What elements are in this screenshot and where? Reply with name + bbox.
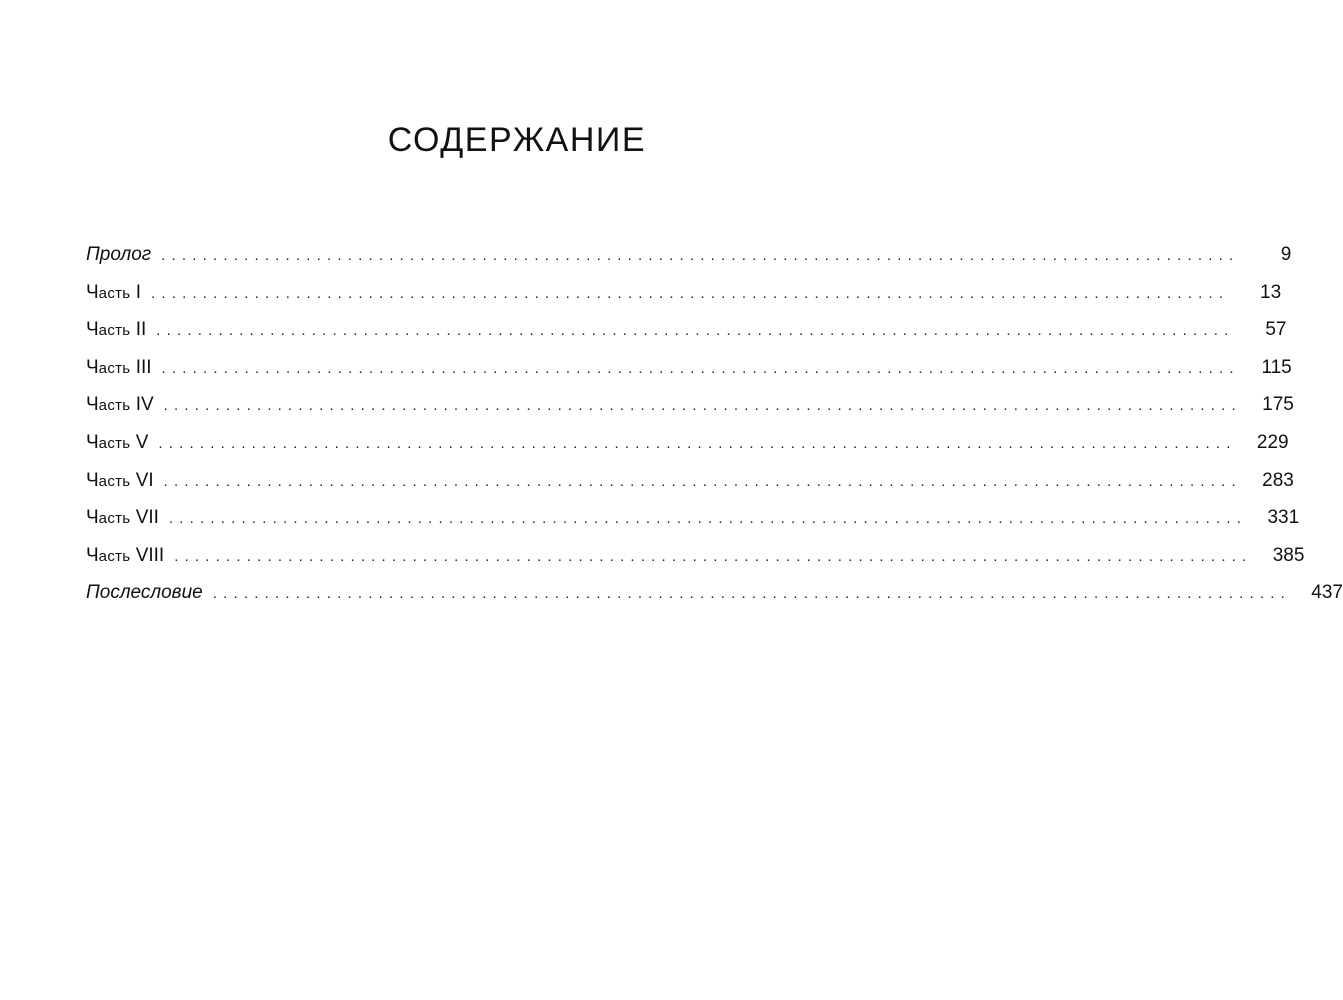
toc-entry-page: 331	[1267, 507, 1300, 529]
toc-entry-page: 175	[1262, 394, 1294, 416]
toc-entry-label	[86, 499, 169, 538]
toc-entry-page: 229	[1256, 431, 1289, 453]
toc-entry-page: 115	[1261, 356, 1292, 378]
label-numeral: VI	[135, 469, 154, 491]
toc-entry-part-5[interactable]	[86, 424, 1289, 462]
label-numeral: I	[135, 281, 141, 303]
toc-entry-label	[86, 424, 158, 463]
label-smallcaps: асть	[98, 472, 131, 490]
toc-entry-page: 437	[1311, 582, 1343, 604]
toc-entry-prologue[interactable]	[86, 236, 1292, 274]
dot-leader: ........................................................................................................	[174, 547, 1253, 565]
label-numeral: VII	[135, 507, 159, 529]
label-initial: Ч	[86, 469, 99, 491]
label-numeral: IV	[135, 394, 154, 416]
label-smallcaps: асть	[98, 359, 131, 377]
toc-entry-label	[86, 311, 156, 350]
toc-entry-part-2[interactable]	[86, 311, 1287, 349]
toc-entry-page: 57	[1265, 319, 1287, 341]
toc-list	[86, 236, 1343, 612]
toc-entry-label	[86, 537, 174, 576]
label-numeral: VIII	[135, 544, 165, 566]
page-title: СОДЕРЖАНИЕ	[387, 121, 646, 159]
label-initial: Ч	[86, 544, 99, 566]
dot-leader: ........................................................................................................	[163, 397, 1242, 415]
dot-leader: ........................................................................................................	[168, 510, 1248, 528]
toc-entry-part-8[interactable]	[86, 537, 1305, 575]
dot-leader: ........................................................................................................	[163, 472, 1242, 490]
toc-entry-part-7[interactable]	[86, 499, 1300, 537]
toc-entry-label	[86, 386, 164, 425]
label-numeral: III	[135, 356, 152, 378]
toc-entry-label	[86, 462, 164, 501]
toc-entry-page: 385	[1272, 544, 1305, 566]
label-initial: Ч	[86, 507, 99, 529]
label-smallcaps: асть	[98, 322, 131, 340]
dot-leader: ........................................................................................................	[212, 585, 1291, 603]
label-initial: Ч	[86, 319, 99, 341]
toc-entry-page: 13	[1260, 281, 1282, 303]
label-numeral: II	[135, 319, 147, 341]
label-numeral: V	[135, 431, 149, 453]
toc-entry-label: Пролог	[86, 244, 152, 265]
label-initial: Ч	[86, 281, 99, 303]
label-initial: Ч	[86, 394, 99, 416]
dot-leader: ........................................................................................................	[156, 322, 1235, 340]
dot-leader: ........................................................................................................	[158, 434, 1237, 452]
label-smallcaps: асть	[98, 284, 131, 302]
dot-leader: ........................................................................................................	[150, 284, 1230, 302]
toc-entry-page: 283	[1262, 469, 1294, 491]
toc-entry-part-4[interactable]	[86, 386, 1294, 424]
toc-entry-page: 9	[1280, 244, 1292, 265]
toc-entry-label: Послесловие	[86, 582, 203, 604]
label-smallcaps: асть	[98, 434, 131, 452]
label-initial: Ч	[86, 431, 99, 453]
toc-entry-afterword[interactable]	[86, 574, 1343, 612]
label-smallcaps: асть	[98, 547, 131, 565]
label-initial: Ч	[86, 356, 99, 378]
dot-leader: ........................................................................................................	[161, 359, 1240, 377]
dot-leader: ........................................................................................................	[161, 247, 1240, 264]
label-smallcaps: асть	[98, 397, 131, 415]
toc-entry-part-1[interactable]	[86, 274, 1282, 312]
label-smallcaps: асть	[98, 510, 131, 528]
toc-entry-label	[86, 274, 151, 313]
toc-entry-label	[86, 349, 162, 388]
toc-entry-part-3[interactable]	[86, 349, 1292, 387]
toc-entry-part-6[interactable]	[86, 462, 1294, 500]
